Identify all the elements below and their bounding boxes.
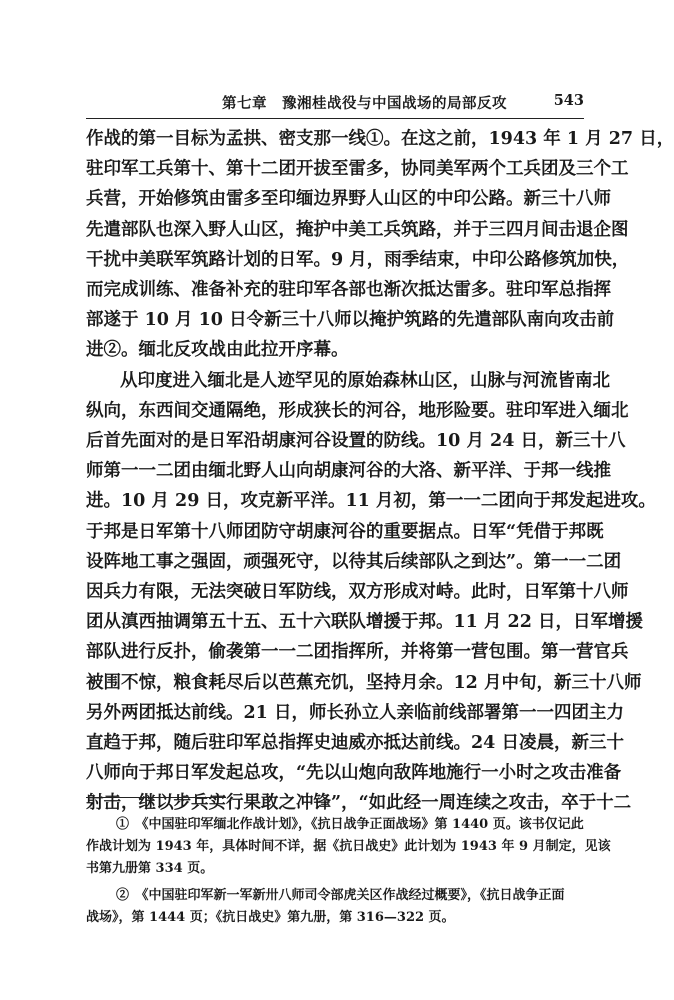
text-line: 作战的第一目标为孟拱、密支那一线①。在这之前，1943 年 1 月 27 日， <box>86 129 674 149</box>
text-line: 后首先面对的是日军沿胡康河谷设置的防线。10 月 24 日，新三十八 <box>86 431 626 452</box>
footnote-line: 书第九册第 334 页。 <box>86 861 214 876</box>
running-header <box>86 92 584 114</box>
text-line: 干扰中美联军筑路计划的日军。9 月，雨季结束，中印公路修筑加快， <box>86 249 630 270</box>
footnote-line: ① 《中国驻印军缅北作战计划》，《抗日战争正面战场》第 1440 页。该书仅记此 <box>116 817 584 832</box>
text-line: 师第一一二团由缅北野人山向胡康河谷的大洛、新平洋、于邦一线推 <box>86 461 611 482</box>
text-line: 驻印军工兵第十、第十二团开拔至雷多，协同美军两个工兵团及三个工 <box>86 159 629 180</box>
text-line: 部队进行反扑，偷袭第一一二团指挥所，并将第一营包围。第一营官兵 <box>86 642 629 663</box>
text-line: 设阵地工事之强固，顽强死守，以待其后续部队之到达”。第一一二团 <box>86 551 622 572</box>
footnote-line: ② 《中国驻印军新一军新卅八师司令部虎关区作战经过概要》，《抗日战争正面 <box>116 888 565 903</box>
page-number: 543 <box>553 92 584 109</box>
paragraph-2 <box>86 366 656 819</box>
text-line: 从印度进入缅北是人迹罕见的原始森林山区，山脉与河流皆南北 <box>120 370 610 391</box>
text-line: 部遂于 10 月 10 日令新三十八师以掩护筑路的先遣部队南向攻击前 <box>86 310 615 331</box>
text-line: 因兵力有限，无法突破日军防线，双方形成对峙。此时，日军第十八师 <box>86 582 629 603</box>
footnotes <box>86 814 611 934</box>
text-line: 八师向于邦日军发起总攻，“先以山炮向敌阵地施行一小时之攻击准备 <box>86 763 622 784</box>
text-line: 另外两团抵达前线。21 日，师长孙立人亲临前线部署第一一四团主力 <box>86 702 624 723</box>
footnote-1 <box>86 814 611 880</box>
text-line: 于邦是日军第十八师团防守胡康河谷的重要据点。日军“凭借于邦既 <box>86 521 604 542</box>
footnote-line: 作战计划为 1943 年，具体时间不详，据《抗日战史》此计划为 1943 年 9 月制定，见该 <box>86 839 611 854</box>
footnote-rule <box>86 797 226 798</box>
body-text <box>86 124 674 819</box>
text-line: 团从滇西抽调第五十五、五十六联队增援于邦。11 月 22 日，日军增援 <box>86 612 643 633</box>
text-line: 兵营，开始修筑由雷多至印缅边界野人山区的中印公路。新三十八师 <box>86 189 611 210</box>
text-line: 纵向，东西间交通隔绝，形成狭长的河谷，地形险要。驻印军进入缅北 <box>86 400 629 421</box>
text-line: 进②。缅北反攻战由此拉开序幕。 <box>86 340 349 361</box>
footnote-line: 战场》，第 1444 页；《抗日战史》第九册，第 316—322 页。 <box>86 910 455 925</box>
text-line: 先遣部队也深入野人山区，掩护中美工兵筑路，并于三四月间击退企图 <box>86 219 629 240</box>
text-line: 直趋于邦，随后驻印军总指挥史迪威亦抵达前线。24 日凌晨，新三十 <box>86 733 624 754</box>
header-rule <box>86 118 584 119</box>
footnote-2 <box>86 885 586 929</box>
text-line: 被围不惊，粮食耗尽后以芭蕉充饥，坚持月余。12 月中旬，新三十八师 <box>86 672 642 693</box>
paragraph-1 <box>86 124 674 366</box>
text-line: 而完成训练、准备补充的驻印军各部也渐次抵达雷多。驻印军总指挥 <box>86 280 611 301</box>
text-line: 射击，继以步兵实行果敢之冲锋”，“如此经一周连续之攻击，卒于十二 <box>86 793 632 814</box>
text-line: 进。10 月 29 日，攻克新平洋。11 月初，第一一二团向于邦发起进攻。 <box>86 491 656 512</box>
chapter-title: 第七章 豫湘桂战役与中国战场的局部反攻 <box>222 95 507 112</box>
